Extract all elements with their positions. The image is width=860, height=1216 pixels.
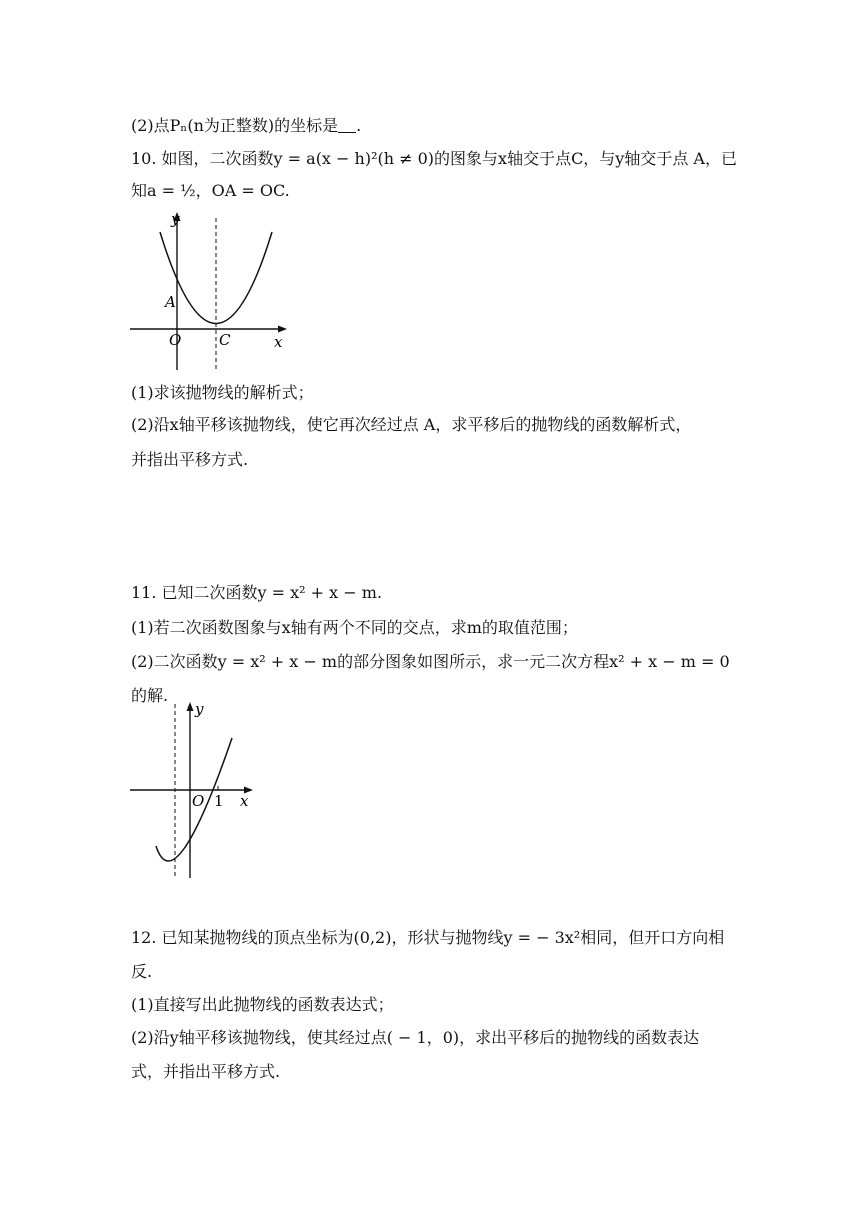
q9-part2 [131, 116, 361, 136]
q11-part1: (1)若二次函数图象与x轴有两个不同的交点，求m的取值范围； [131, 618, 578, 637]
q10-part2-line1: (2)沿x轴平移该抛物线，使它再次经过点 A，求平移后的抛物线的函数解析式， [131, 415, 692, 434]
q11-part2-line2: 的解. [131, 686, 169, 705]
answer-blank [338, 118, 356, 133]
q10-label-c: C [219, 331, 231, 349]
q10-label-x: x [274, 333, 283, 351]
q10-part2-line2: 并指出平移方式. [131, 450, 249, 469]
q10-label-y: y [171, 210, 180, 228]
q12-stem-line1: 12. 已知某抛物线的顶点坐标为(0,2)，形状与抛物线y = − 3x²相同，但开口方向相 [131, 928, 725, 947]
q11-part2-line1: (2)二次函数y = x² + x − m的部分图象如图所示，求一元二次方程x² + x − m = 0 [131, 652, 730, 671]
q12-stem-line2: 反. [131, 962, 153, 981]
q11-stem: 11. 已知二次函数y = x² + x − m. [131, 583, 383, 602]
q9-part2-end: . [356, 116, 362, 135]
q10-label-a: A [165, 293, 176, 311]
q10-label-o: O [169, 331, 182, 349]
q11-label-y: y [195, 700, 204, 718]
q12-part2-line1: (2)沿y轴平移该抛物线，使其经过点( − 1，0)，求出平移后的抛物线的函数表达 [131, 1028, 700, 1047]
q10-stem-line1: 10. 如图，二次函数y = a(x − h)²(h ≠ 0)的图象与x轴交于点C，与y轴交于点 A，已 [131, 149, 737, 168]
q11-figure [125, 698, 265, 883]
q11-label-x: x [240, 792, 249, 810]
q10-stem-line2: 知a = ½，OA = OC. [131, 181, 290, 200]
q9-part2-text: (2)点Pₙ(n为正整数)的坐标是 [131, 116, 339, 135]
q10-part1: (1)求该抛物线的解析式； [131, 383, 314, 402]
q12-part2-line2: 式，并指出平移方式. [131, 1062, 281, 1081]
q12-part1: (1)直接写出此抛物线的函数表达式； [131, 995, 394, 1014]
q10-figure [125, 210, 295, 375]
q10-x-arrow [278, 326, 287, 333]
q11-y-arrow [187, 702, 194, 711]
q11-label-1: 1 [214, 792, 224, 810]
q11-label-o: O [192, 792, 205, 810]
